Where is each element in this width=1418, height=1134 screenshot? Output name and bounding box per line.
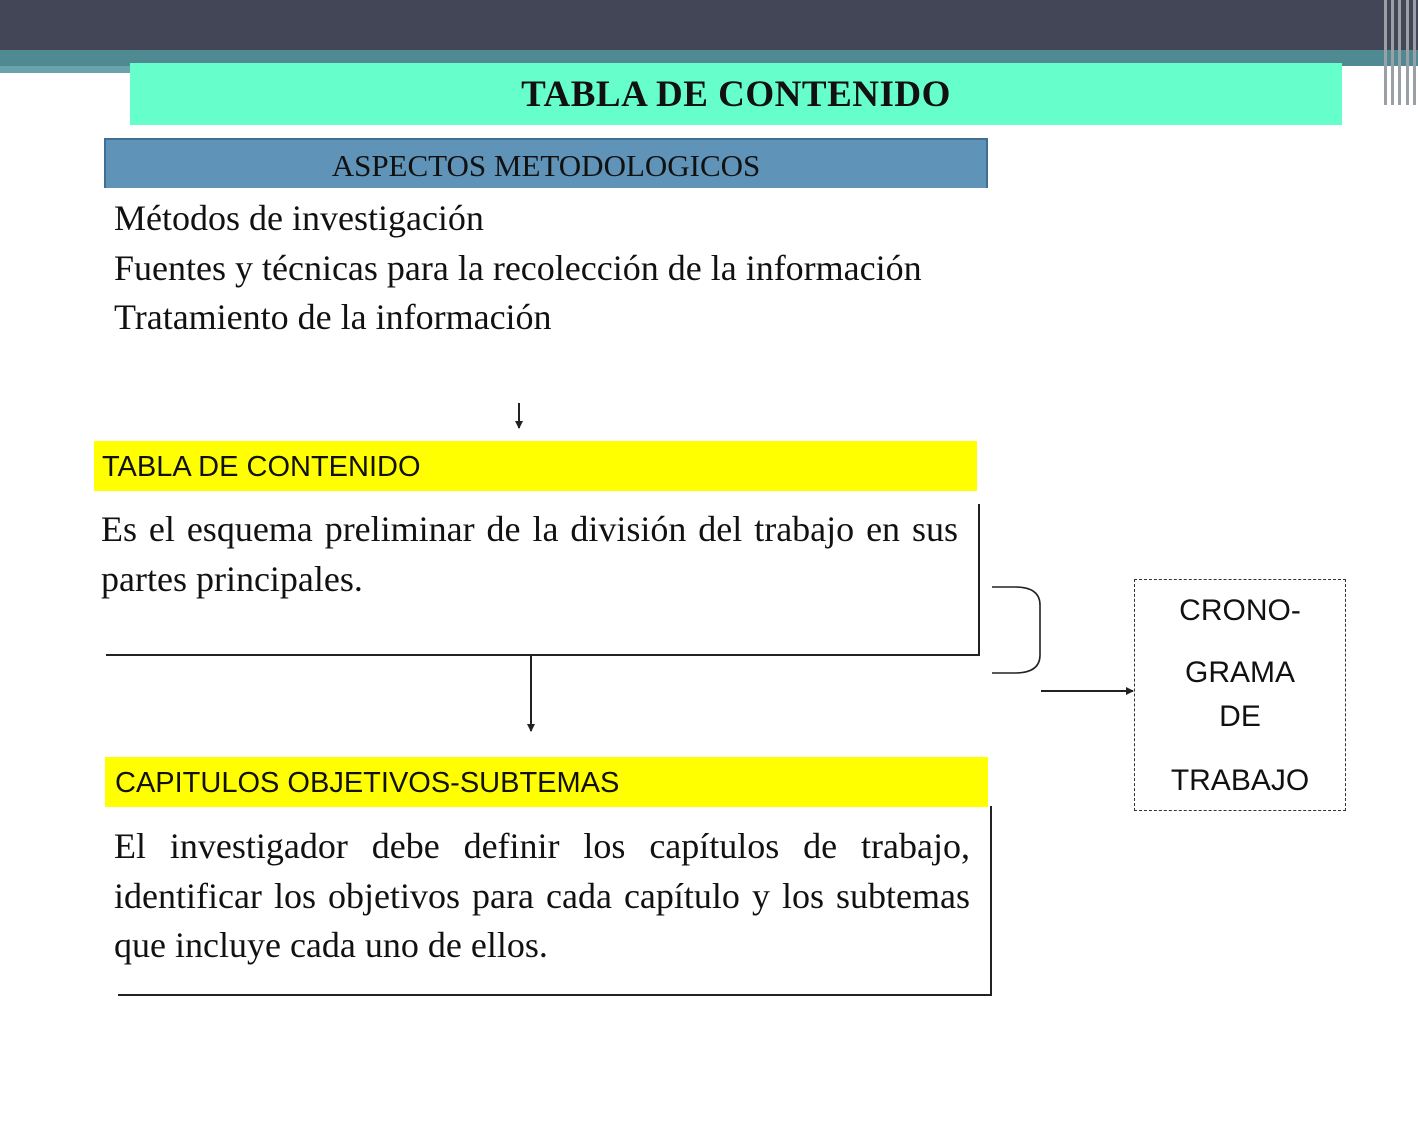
- cronograma-line: GRAMA: [1184, 656, 1295, 689]
- top-decorative-band: [0, 0, 1418, 50]
- capitulos-header: CAPITULOS OBJETIVOS-SUBTEMAS: [105, 757, 988, 807]
- cronograma-box: [1134, 579, 1346, 811]
- aspectos-metodologicos-list: [114, 194, 970, 343]
- list-item: Fuentes y técnicas para la recolección de la información: [114, 247, 922, 288]
- capitulos-description: El investigador debe definir los capítulos de trabajo, identificar los objetivos para cada capítulo y los subtemas que incluye cada uno de ellos.: [114, 826, 970, 965]
- tabla-de-contenido-description: Es el esquema preliminar de la división del trabajo en sus partes principales.: [101, 509, 958, 599]
- list-item: Métodos de investigación: [114, 198, 484, 238]
- tabla-de-contenido-header: TABLA DE CONTENIDO: [94, 441, 977, 491]
- box-border-bottom: [106, 654, 980, 656]
- aspectos-metodologicos-header: ASPECTOS METODOLOGICOS: [104, 138, 988, 188]
- bracket-connector: [992, 587, 1040, 673]
- box-border-right: [978, 504, 980, 656]
- corner-rails-decoration: [1382, 0, 1418, 105]
- teal-accent-strip: [0, 66, 130, 73]
- box-border-bottom: [118, 994, 992, 996]
- list-item: Tratamiento de la información: [114, 297, 552, 337]
- page-title: TABLA DE CONTENIDO: [130, 63, 1342, 125]
- box-border-right: [990, 806, 992, 996]
- cronograma-line: CRONO-: [1179, 594, 1301, 627]
- cronograma-line: TRABAJO: [1170, 764, 1310, 797]
- cronograma-line: DE: [1219, 700, 1261, 733]
